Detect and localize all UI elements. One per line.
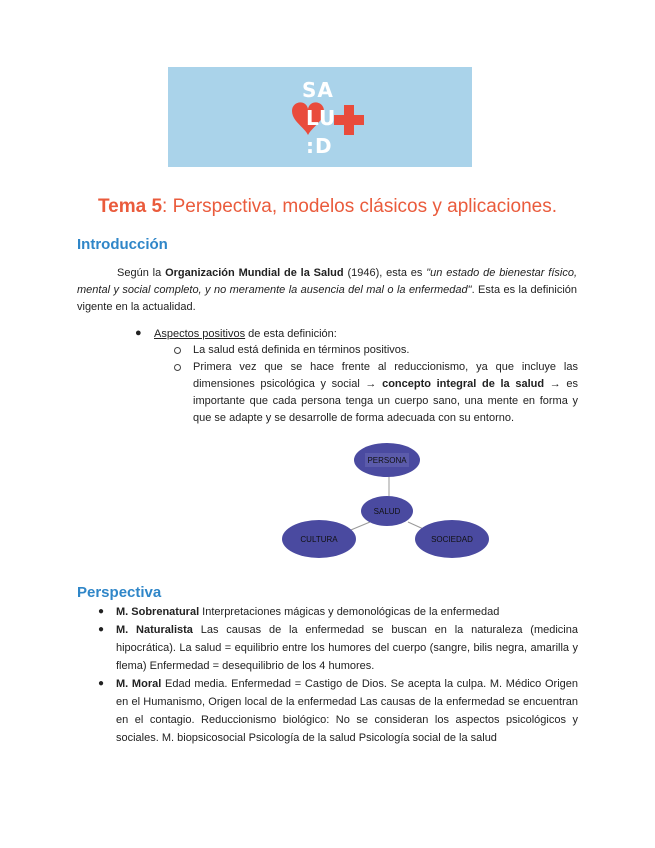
item-text: Interpretaciones mágicas y demonológicas de la enfermedad: [199, 606, 500, 618]
sub2-text-a: Primera vez que se hace frente al reduccionismo, ya que incluye las dimensiones psicológica y social →: [193, 361, 578, 390]
node-salud-label: SALUD: [373, 507, 401, 516]
sub2-text-b: → es importante que cada persona tenga un cuerpo sano, una mente en forma y que se adapte y se desarrolle de forma adecuada con su entorno.: [193, 378, 578, 424]
perspectiva-heading: Perspectiva: [77, 584, 162, 601]
bullet-dot: ●: [98, 606, 105, 617]
item-text: Las causas de la enfermedad se buscan en la naturaleza (medicina hipocrática). La salud = equilibrio entre los humores del cuerpo (sangre, bilis negra, amarilla y flema) Enfermedad = desequilibrio de los 4 humores.: [116, 624, 578, 672]
intro-paragraph: [77, 265, 577, 316]
intro-heading: Introducción: [77, 236, 168, 253]
aspectos-label: Aspectos positivos: [154, 328, 246, 340]
intro-text-after: . Esta es la definición vigente en la actualidad.: [77, 284, 577, 313]
item-bold: M. Moral: [116, 678, 162, 690]
salud-diagram: [270, 436, 500, 571]
bullet-dot: ●: [98, 678, 105, 689]
list-item: [98, 675, 578, 747]
sub-bullet-circle: [174, 364, 181, 371]
intro-quote: "un estado de bienestar físico, mental y social completo, y no meramente la ausencia del mal o la enfermedad": [77, 267, 578, 296]
aspectos-bullet: [154, 326, 337, 343]
item-bold: M. Sobrenatural: [116, 606, 200, 618]
node-cultura-label: CULTURA: [300, 535, 338, 544]
salud-logo: [168, 67, 472, 167]
sub-bullet-1: La salud está definida en términos positivos.: [193, 344, 410, 356]
item-text: Edad media. Enfermedad = Castigo de Dios. Se acepta la culpa. M. Médico Origen en el Humanismo, Origen local de la enfermedad Las causas de la enfermedad se encuentran en el contagio. Reduccionismo biológico: No se consideran los aspectos psicológicos y sociales. M. biopsicosocial Psicología de la salud Psicología social de la salud: [116, 678, 578, 744]
list-item: [98, 603, 578, 621]
sub-bullet-2: [193, 359, 578, 427]
title-rest: : Perspectiva, modelos clásicos y aplicaciones.: [162, 196, 558, 217]
intro-org: Organización Mundial de la Salud: [165, 267, 344, 279]
logo-line-1: SA: [302, 78, 334, 102]
sub-bullet-circle: [174, 347, 181, 354]
page-title: [0, 196, 655, 218]
logo-line-3: :D: [306, 134, 333, 158]
bullet-dot: ●: [98, 624, 105, 635]
title-strong: Tema 5: [97, 196, 163, 217]
logo-line-2: LU: [306, 106, 337, 130]
node-sociedad-label: SOCIEDAD: [431, 535, 473, 544]
intro-text-before: Según la: [117, 267, 166, 279]
aspectos-rest: de esta definición:: [245, 328, 337, 340]
item-bold: M. Naturalista: [116, 624, 193, 636]
sub2-bold: concepto integral de la salud: [382, 378, 545, 390]
intro-text-mid: (1946), esta es: [343, 267, 427, 279]
node-persona-label: PERSONA: [367, 456, 407, 465]
salud-banner: [168, 67, 472, 167]
bullet-dot: ●: [135, 327, 142, 339]
list-item: [98, 621, 578, 675]
perspectiva-list: [98, 603, 578, 747]
